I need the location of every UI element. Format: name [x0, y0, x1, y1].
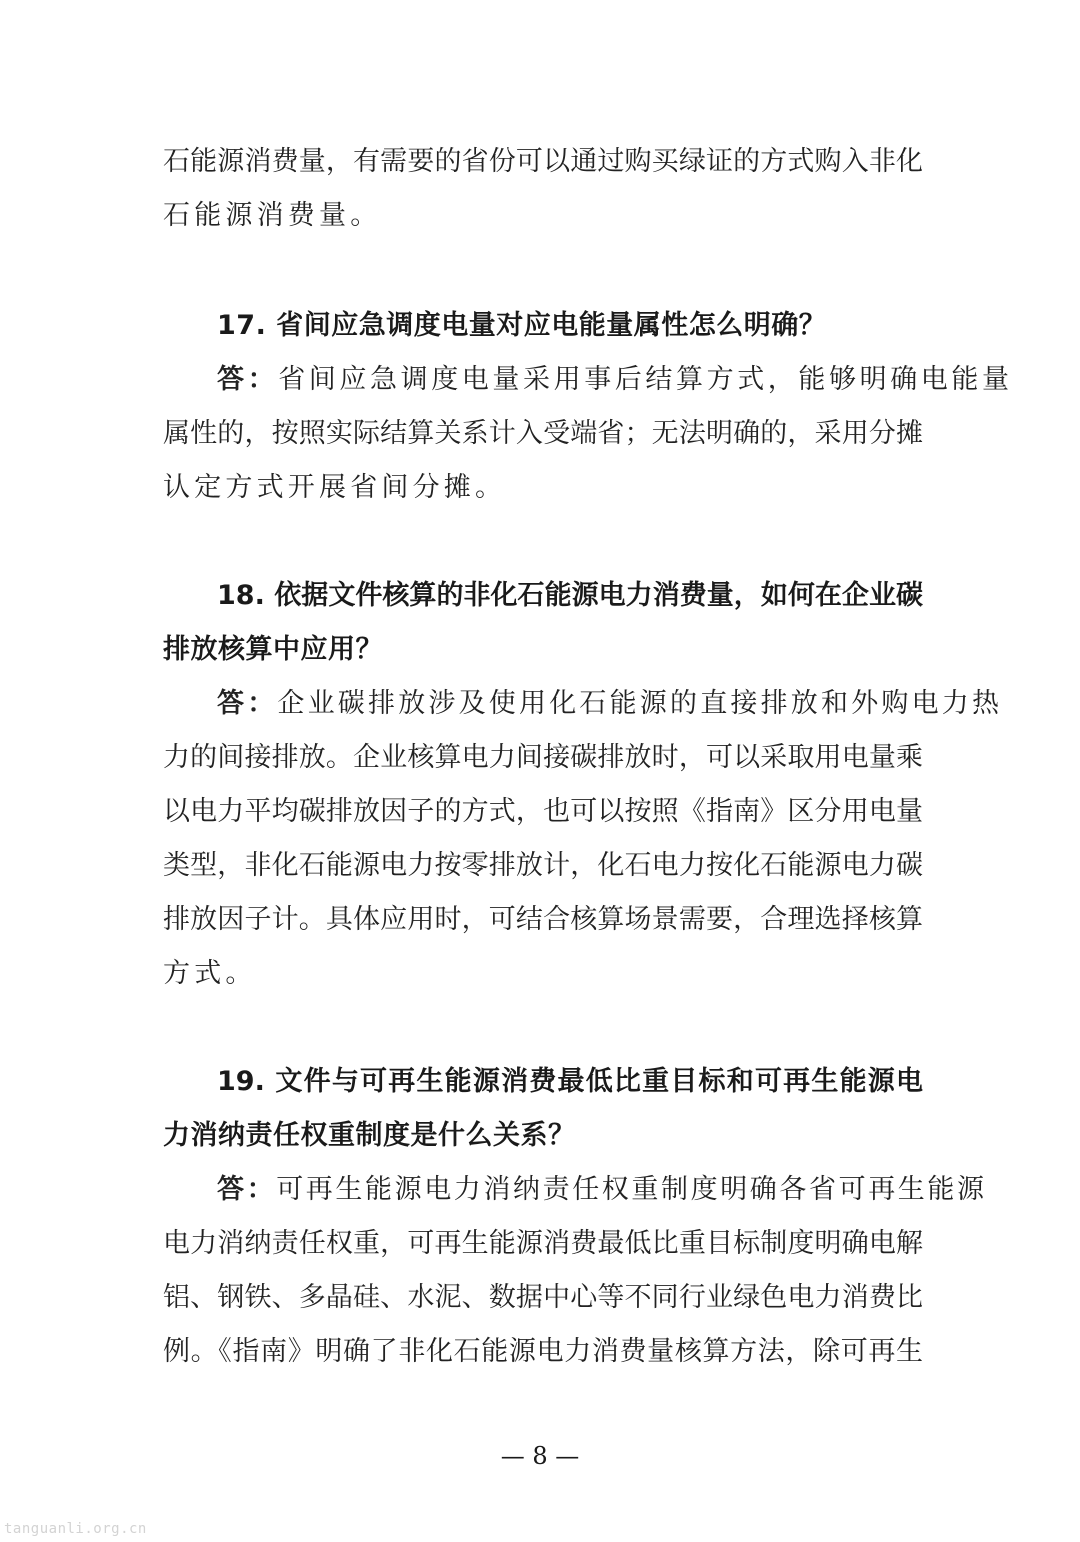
answer-label: 答：	[217, 1174, 277, 1205]
question-18-heading-cont: 排放核算中应用？	[163, 634, 383, 665]
answer-17-first-line	[217, 360, 1013, 400]
answer-text: 可再生能源电力消纳责任权重制度明确各省可再生能源	[276, 1174, 987, 1205]
answer-19-line: 铝、钢铁、多晶硅、水泥、数据中心等不同行业绿色电力消费比	[163, 1282, 923, 1313]
question-19-heading-cont: 力消纳责任权重制度是什么关系？	[163, 1120, 576, 1151]
answer-18-line: 以电力平均碳排放因子的方式，也可以按照《指南》区分用电量	[163, 796, 923, 827]
answer-18-first-line	[217, 684, 1003, 724]
answer-19-first-line	[217, 1170, 987, 1210]
watermark-text: tanguanli.org.cn	[4, 1521, 147, 1537]
answer-18-line: 类型，非化石能源电力按零排放计，化石电力按化石能源电力碳	[163, 850, 923, 881]
answer-label: 答：	[217, 688, 278, 719]
answer-17-line: 属性的，按照实际结算关系计入受端省；无法明确的，采用分摊	[163, 418, 923, 449]
question-18-heading: 18. 依据文件核算的非化石能源电力消费量，如何在企业碳	[217, 580, 923, 611]
answer-18-line: 方式。	[163, 958, 257, 989]
answer-label: 答：	[217, 364, 279, 395]
answer-17-line: 认定方式开展省间分摊。	[163, 472, 507, 503]
paragraph-line: 石能源消费量，有需要的省份可以通过购买绿证的方式购入非化	[163, 146, 923, 177]
answer-19-line: 电力消纳责任权重，可再生能源消费最低比重目标制度明确电解	[163, 1228, 923, 1259]
answer-18-line: 排放因子计。具体应用时，可结合核算场景需要，合理选择核算	[163, 904, 923, 935]
page-number: — 8 —	[500, 1442, 580, 1470]
question-17-heading: 17. 省间应急调度电量对应电能量属性怎么明确？	[217, 310, 827, 341]
question-19-heading: 19. 文件与可再生能源消费最低比重目标和可再生能源电	[217, 1066, 923, 1097]
paragraph-line: 石能源消费量。	[163, 200, 382, 231]
answer-text: 省间应急调度电量采用事后结算方式，能够明确电能量	[278, 364, 1013, 395]
answer-18-line: 力的间接排放。企业核算电力间接碳排放时，可以采取用电量乘	[163, 742, 923, 773]
answer-text: 企业碳排放涉及使用化石能源的直接排放和外购电力热	[277, 688, 1003, 719]
answer-19-line: 例。《指南》明确了非化石能源电力消费量核算方法，除可再生	[163, 1336, 923, 1367]
